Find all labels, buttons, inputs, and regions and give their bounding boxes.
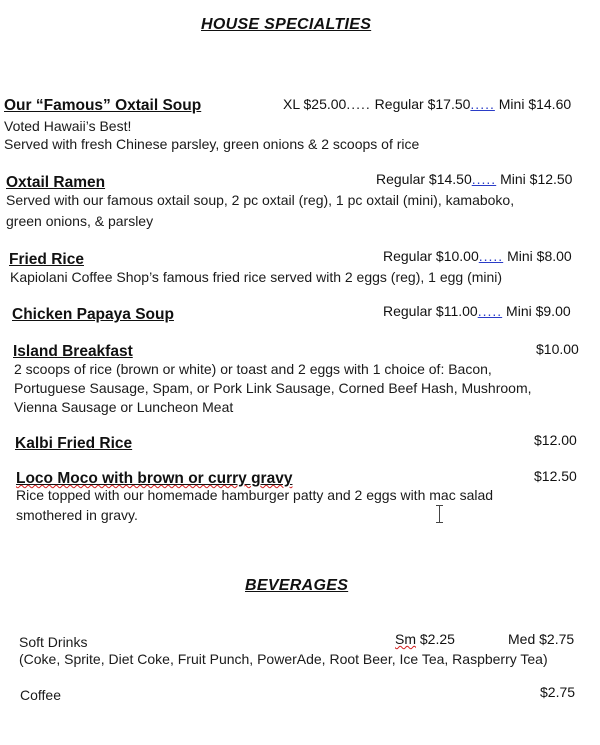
coffee-price: $2.75 — [540, 684, 576, 700]
menu-item-oxtail-ramen-name: Oxtail Ramen — [6, 174, 106, 191]
oxtail-soup-desc-line-2: Served with fresh Chinese parsley, green onions & 2 scoops of rice — [4, 136, 420, 152]
island-breakfast-desc-line-1: 2 scoops of rice (brown or white) or toast and 2 eggs with 1 choice of: Bacon, — [14, 361, 492, 377]
leader-dots: ..... — [477, 303, 503, 319]
oxtail-ramen-desc-line-2: green onions, & parsley — [6, 213, 154, 229]
leader-dots: ..... — [346, 96, 371, 112]
oxtail-soup-prices — [283, 96, 571, 112]
oxtail-soup-price-xl: XL $25.00 — [283, 96, 347, 112]
oxtail-soup-price-mini: Mini $14.60 — [498, 96, 572, 112]
oxtail-ramen-prices — [376, 171, 572, 187]
soft-drinks-desc: (Coke, Sprite, Diet Coke, Fruit Punch, PowerAde, Root Beer, Ice Tea, Raspberry Tea) — [19, 651, 548, 667]
island-breakfast-desc-line-2: Portuguese Sausage, Spam, or Pork Link Sausage, Corned Beef Hash, Mushroom, — [14, 380, 532, 396]
menu-item-oxtail-soup-name: Our “Famous” Oxtail Soup — [4, 97, 202, 114]
soft-drinks-price-sm — [395, 631, 455, 647]
soft-drinks-price-sm-value: $2.25 — [419, 631, 455, 647]
oxtail-ramen-price-mini: Mini $12.50 — [500, 171, 573, 187]
kalbi-fried-rice-price: $12.00 — [534, 432, 577, 448]
house-specialties-heading: HOUSE SPECIALTIES — [201, 16, 372, 33]
oxtail-ramen-desc-line-1: Served with our famous oxtail soup, 2 pc oxtail (reg), 1 pc oxtail (mini), kamaboko, — [6, 192, 515, 208]
leader-dots: ..... — [478, 248, 504, 264]
menu-item-fried-rice-name: Fried Rice — [9, 251, 84, 268]
text-cursor-icon — [436, 505, 444, 523]
chicken-papaya-soup-price-mini: Mini $9.00 — [506, 303, 571, 319]
menu-item-soft-drinks-name: Soft Drinks — [19, 634, 88, 650]
fried-rice-price-regular: Regular $10.00 — [383, 248, 479, 264]
menu-item-island-breakfast-name: Island Breakfast — [13, 343, 133, 360]
island-breakfast-desc-line-3: Vienna Sausage or Luncheon Meat — [14, 399, 234, 415]
island-breakfast-price: $10.00 — [536, 341, 579, 357]
chicken-papaya-soup-prices — [383, 303, 571, 319]
soft-drinks-size-sm-label: Sm — [395, 631, 416, 647]
menu-item-chicken-papaya-soup-name: Chicken Papaya Soup — [12, 306, 174, 323]
fried-rice-prices — [383, 248, 572, 264]
chicken-papaya-soup-price-regular: Regular $11.00 — [383, 303, 478, 319]
beverages-heading: BEVERAGES — [245, 577, 349, 594]
loco-moco-price: $12.50 — [534, 468, 577, 484]
loco-moco-desc-line-1: Rice topped with our homemade hamburger patty and 2 eggs with mac salad — [16, 487, 494, 503]
loco-moco-desc-line-2: smothered in gravy. — [16, 507, 138, 523]
oxtail-soup-desc-line-1: Voted Hawaii’s Best! — [4, 118, 132, 134]
menu-item-kalbi-fried-rice-name: Kalbi Fried Rice — [15, 435, 133, 452]
oxtail-soup-price-regular: Regular $17.50 — [374, 96, 471, 112]
soft-drinks-price-med: Med $2.75 — [508, 631, 575, 647]
leader-dots: ..... — [470, 96, 495, 112]
fried-rice-price-mini: Mini $8.00 — [507, 248, 572, 264]
menu-item-coffee-name: Coffee — [20, 687, 61, 703]
oxtail-ramen-price-regular: Regular $14.50 — [376, 171, 472, 187]
leader-dots: ..... — [471, 171, 497, 187]
fried-rice-desc-line-1: Kapiolani Coffee Shop’s famous fried rice served with 2 eggs (reg), 1 egg (mini) — [10, 269, 503, 285]
loco-moco-name-text: Loco Moco with brown or curry gravy — [16, 470, 293, 487]
